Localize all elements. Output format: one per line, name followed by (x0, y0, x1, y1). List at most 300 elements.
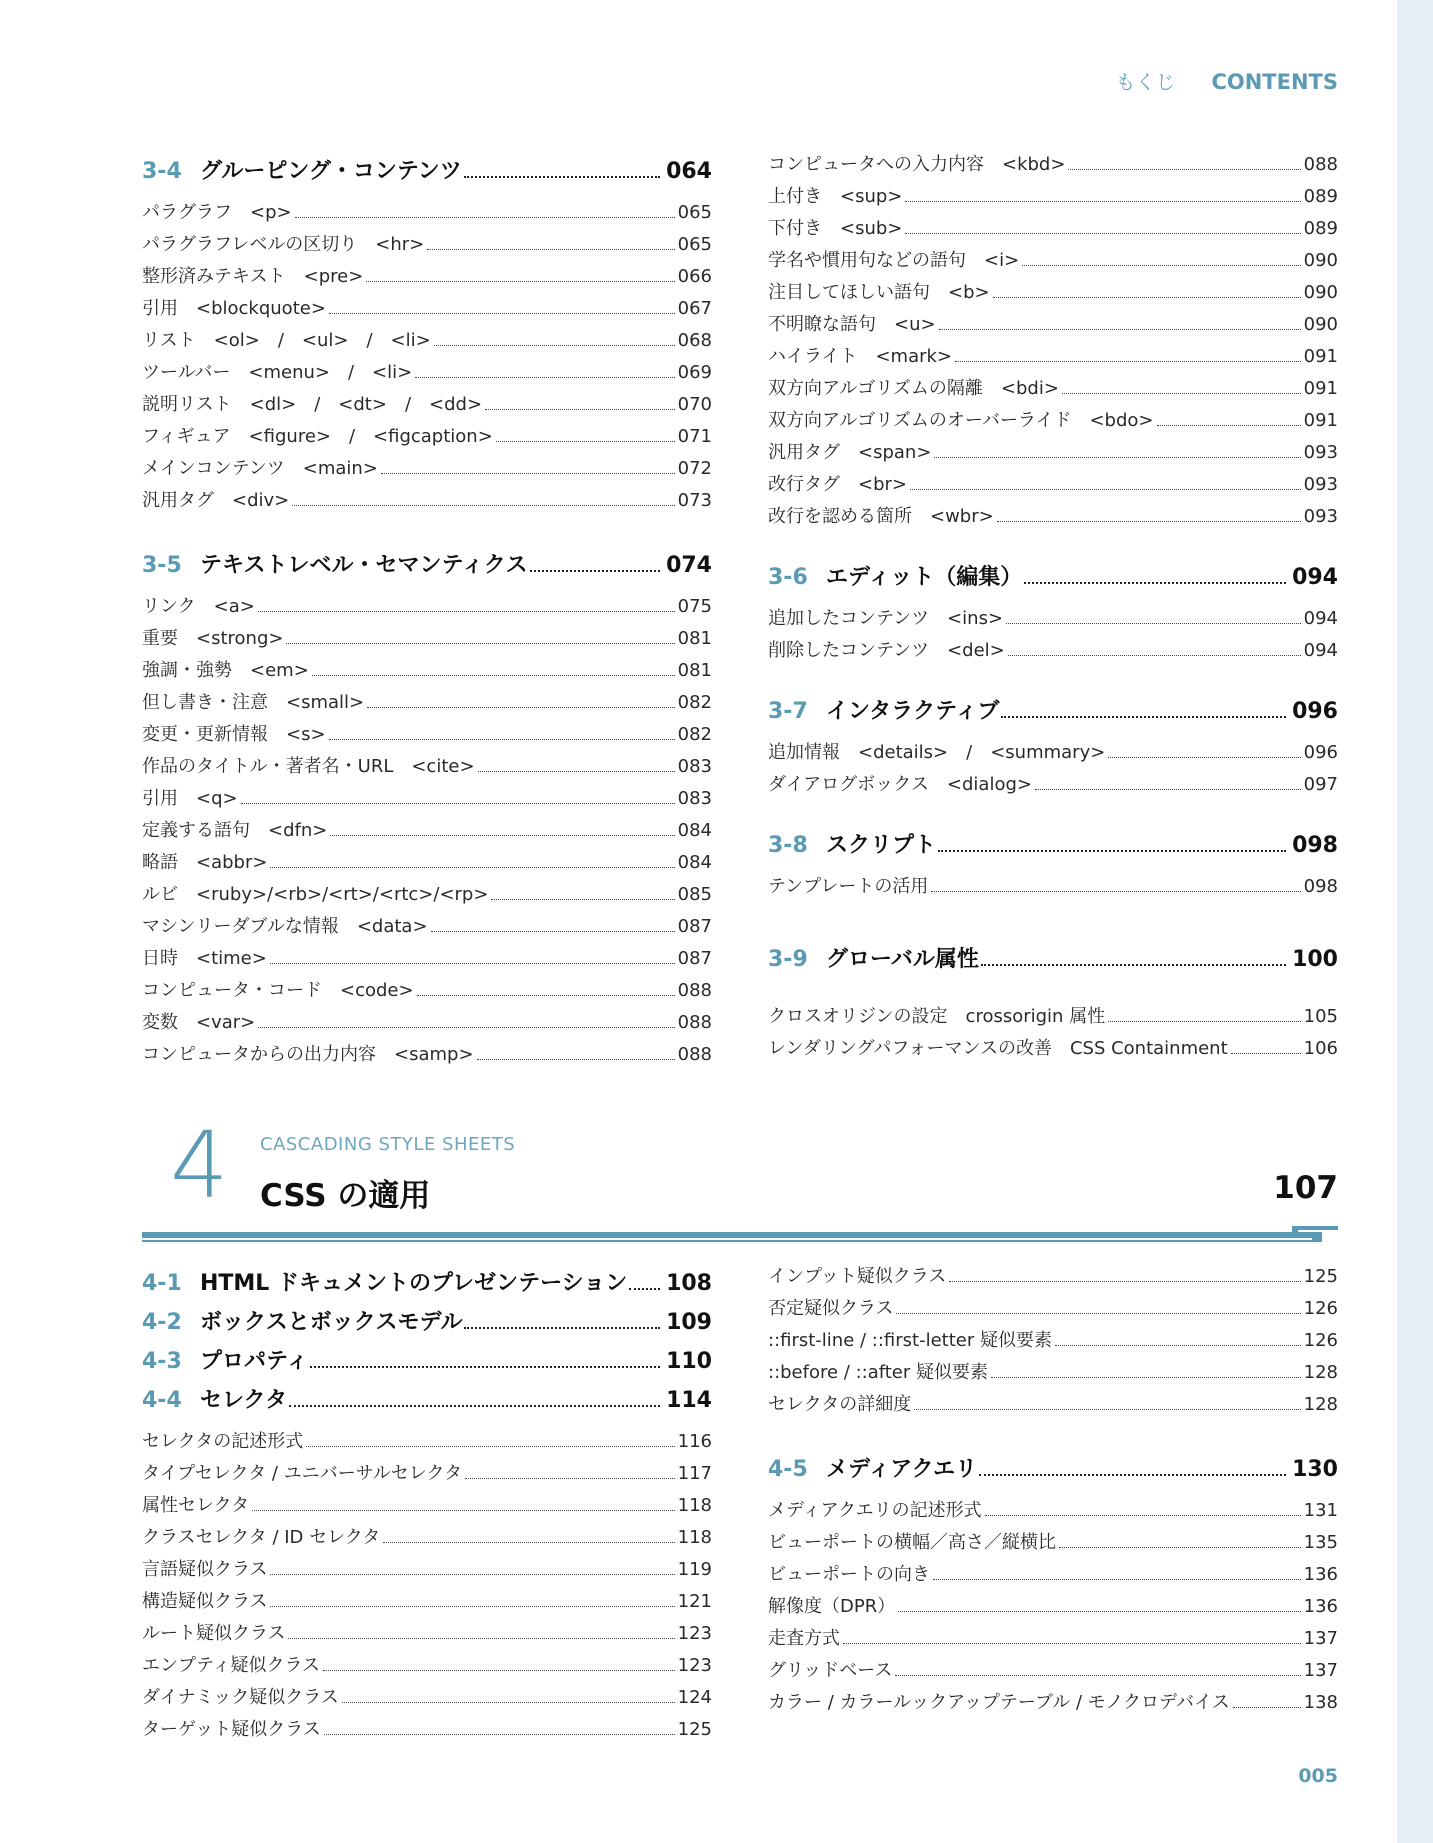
entry-page: 121 (677, 1591, 712, 1612)
entry-page: 084 (677, 820, 712, 841)
dot-leader (1055, 1345, 1301, 1346)
dot-leader (434, 345, 675, 346)
entry-label: ターゲット疑似クラス (142, 1719, 321, 1740)
entry-page: 126 (1303, 1330, 1338, 1351)
section-spacer (142, 518, 712, 548)
entry-page: 125 (677, 1719, 712, 1740)
toc-entry[interactable] (768, 770, 1338, 802)
entry-label: メディアクエリの記述形式 (768, 1500, 982, 1521)
toc-section (142, 1344, 712, 1383)
section-heading[interactable] (768, 694, 1338, 734)
toc-entry[interactable] (768, 1390, 1338, 1422)
dot-leader (478, 771, 675, 772)
dot-leader (324, 1734, 675, 1735)
entry-label: ビューポートの横幅／高さ／縦横比 (768, 1532, 1056, 1553)
entry-label: 但し書き・注意 <small> (142, 692, 365, 713)
section-page: 130 (1292, 1457, 1338, 1482)
entry-page: 089 (1303, 218, 1338, 239)
entry-page: 089 (1303, 186, 1338, 207)
entry-page: 081 (677, 660, 712, 681)
toc-entry[interactable] (768, 438, 1338, 470)
chapter-rule (142, 1226, 1338, 1244)
header-jp: もくじ (1115, 70, 1176, 94)
toc-entry[interactable] (142, 848, 712, 880)
dot-leader (286, 643, 674, 644)
dot-leader (431, 931, 675, 932)
dot-leader (898, 1611, 1300, 1612)
dot-leader (270, 1574, 674, 1575)
dot-leader (530, 570, 660, 572)
section-title: プロパティ (200, 1349, 309, 1374)
section-heading[interactable] (142, 1383, 712, 1423)
toc-entry[interactable] (768, 1592, 1338, 1624)
dot-leader (270, 1606, 674, 1607)
dot-leader (843, 1643, 1301, 1644)
entry-page: 117 (677, 1463, 712, 1484)
dot-leader (288, 1638, 674, 1639)
entry-label: ハイライト <mark> (768, 346, 953, 367)
toc-entry[interactable] (142, 1555, 712, 1587)
dot-leader (485, 409, 675, 410)
toc-entry[interactable] (142, 752, 712, 784)
section-heading[interactable] (142, 1305, 712, 1344)
entry-page: 068 (677, 330, 712, 351)
entry-page: 087 (677, 948, 712, 969)
section-title: ボックスとボックスモデル (200, 1310, 463, 1335)
dot-leader (241, 803, 675, 804)
section-page: 110 (666, 1349, 712, 1374)
toc-entry[interactable] (768, 310, 1338, 342)
dot-leader (1035, 789, 1301, 790)
entry-page: 136 (1303, 1564, 1338, 1585)
dot-leader (329, 313, 675, 314)
toc-entry[interactable] (142, 390, 712, 422)
section-spacer (768, 668, 1338, 694)
toc-entry[interactable] (768, 1560, 1338, 1592)
dot-leader (310, 1366, 660, 1368)
dot-leader (1068, 169, 1300, 170)
entry-page: 124 (677, 1687, 712, 1708)
section-number: 4-4 (142, 1388, 182, 1413)
dot-leader (496, 441, 675, 442)
toc-entry[interactable] (142, 230, 712, 262)
toc-entry[interactable] (768, 406, 1338, 438)
toc-entry[interactable] (768, 1294, 1338, 1326)
entry-label: 双方向アルゴリズムのオーバーライド <bdo> (768, 410, 1154, 431)
entry-page: 093 (1303, 506, 1338, 527)
dot-leader (979, 1474, 1286, 1476)
toc-entry[interactable] (768, 214, 1338, 246)
entry-page: 072 (677, 458, 712, 479)
toc-entry[interactable] (768, 150, 1338, 182)
entry-page: 137 (1303, 1660, 1338, 1681)
entry-label: テンプレートの活用 (768, 876, 929, 897)
dot-leader (258, 611, 675, 612)
dot-leader (991, 1377, 1301, 1378)
entry-page: 137 (1303, 1628, 1338, 1649)
dot-leader (464, 1327, 660, 1329)
entry-page: 093 (1303, 474, 1338, 495)
dot-leader (306, 1446, 674, 1447)
toc-entry[interactable] (768, 1358, 1338, 1390)
entry-label: セレクタの詳細度 (768, 1394, 912, 1415)
entry-page: 097 (1303, 774, 1338, 795)
dot-leader (252, 1510, 674, 1511)
toc-entry[interactable] (142, 1523, 712, 1555)
entry-page: 094 (1303, 640, 1338, 661)
dot-leader (477, 1059, 675, 1060)
section-heading[interactable] (768, 942, 1338, 982)
toc-entry[interactable] (142, 1491, 712, 1523)
toc-column-right-bottom (768, 1266, 1338, 1720)
toc-entry[interactable] (142, 326, 712, 358)
entry-label: フィギュア <figure> / <figcaption> (142, 426, 493, 447)
entry-page: 088 (677, 1044, 712, 1065)
section-heading[interactable] (142, 1266, 712, 1305)
entry-label: インプット疑似クラス (768, 1266, 947, 1287)
dot-leader (905, 233, 1300, 234)
toc-entry[interactable] (142, 422, 712, 454)
toc-entry[interactable] (142, 624, 712, 656)
toc-section (142, 1266, 712, 1305)
entry-label: コンピュータへの入力内容 <kbd> (768, 154, 1066, 175)
entry-page: 087 (677, 916, 712, 937)
entry-label: 略語 <abbr> (142, 852, 268, 873)
entry-label: 改行を認める箇所 <wbr> (768, 506, 994, 527)
section-heading[interactable] (768, 560, 1338, 600)
entry-page: 093 (1303, 442, 1338, 463)
dot-leader (295, 217, 675, 218)
entry-page: 088 (677, 1012, 712, 1033)
entry-label: 日時 <time> (142, 948, 267, 969)
entry-label: パラグラフ <p> (142, 202, 292, 223)
toc-entry[interactable] (142, 1040, 712, 1072)
dot-leader (1233, 1707, 1301, 1708)
dot-leader (464, 176, 660, 178)
dot-leader (939, 329, 1301, 330)
dot-leader (292, 505, 674, 506)
entry-label: ::first-line / ::first-letter 疑似要素 (768, 1330, 1052, 1351)
section-title: インタラクティブ (826, 699, 1000, 724)
entry-label: 上付き <sup> (768, 186, 903, 207)
entry-label: 変更・更新情報 <s> (142, 724, 326, 745)
section-page: 108 (666, 1271, 712, 1296)
entry-label: 否定疑似クラス (768, 1298, 894, 1319)
toc-list (768, 604, 1338, 668)
toc-entry[interactable] (768, 1688, 1338, 1720)
dot-leader (329, 739, 675, 740)
section-heading[interactable] (142, 1344, 712, 1383)
entry-page: 128 (1303, 1362, 1338, 1383)
dot-leader (465, 1478, 675, 1479)
toc-entry[interactable] (142, 486, 712, 518)
entry-label: コンピュータからの出力内容 <samp> (142, 1044, 474, 1065)
entry-page: 091 (1303, 378, 1338, 399)
toc-entry[interactable] (768, 470, 1338, 502)
toc-entry[interactable] (142, 454, 712, 486)
toc-entry[interactable] (142, 1683, 712, 1715)
entry-label: 重要 <strong> (142, 628, 284, 649)
section-number: 3-6 (768, 565, 808, 590)
section-heading[interactable] (142, 548, 712, 588)
toc-entry[interactable] (768, 1034, 1338, 1066)
entry-page: 090 (1303, 250, 1338, 271)
entry-label: 注目してほしい語句 <b> (768, 282, 990, 303)
entry-page: 091 (1303, 346, 1338, 367)
dot-leader (1062, 393, 1301, 394)
section-number: 3-7 (768, 699, 808, 724)
entry-label: ルビ <ruby>/<rb>/<rt>/<rtc>/<rp> (142, 884, 489, 905)
toc-entry[interactable] (768, 636, 1338, 668)
toc-entry[interactable] (768, 1262, 1338, 1294)
entry-label: 追加したコンテンツ <ins> (768, 608, 1004, 629)
dot-leader (415, 377, 674, 378)
entry-label: カラー / カラールックアップテーブル / モノクロデバイス (768, 1692, 1230, 1713)
entry-page: 125 (1303, 1266, 1338, 1287)
entry-label: 変数 <var> (142, 1012, 256, 1033)
toc-entry[interactable] (142, 656, 712, 688)
toc-entry[interactable] (142, 720, 712, 752)
entry-page: 082 (677, 724, 712, 745)
section-page: 094 (1292, 565, 1338, 590)
dot-leader (910, 489, 1301, 490)
entry-page: 118 (677, 1527, 712, 1548)
chapter-en-title: CASCADING STYLE SHEETS (260, 1134, 516, 1155)
toc-entry[interactable] (768, 1528, 1338, 1560)
entry-page: 090 (1303, 314, 1338, 335)
entry-label: ルート疑似クラス (142, 1623, 286, 1644)
entry-label: 属性セレクタ (142, 1495, 250, 1516)
toc-section (768, 904, 1338, 1066)
entry-label: 双方向アルゴリズムの隔離 <bdi> (768, 378, 1059, 399)
header-en: CONTENTS (1211, 70, 1338, 94)
toc-entry[interactable] (142, 1715, 712, 1747)
entry-label: リンク <a> (142, 596, 255, 617)
dot-leader (933, 1579, 1301, 1580)
entry-label: 走査方式 (768, 1628, 840, 1649)
toc-list (768, 150, 1338, 534)
dot-leader (342, 1702, 675, 1703)
toc-list (768, 1496, 1338, 1720)
section-number: 3-9 (768, 947, 808, 972)
toc-entry[interactable] (142, 262, 712, 294)
entry-page: 083 (677, 788, 712, 809)
entry-page: 118 (677, 1495, 712, 1516)
toc-section (768, 1422, 1338, 1720)
section-number: 3-5 (142, 553, 182, 578)
toc-entry[interactable] (768, 1624, 1338, 1656)
entry-label: マシンリーダブルな情報 <data> (142, 916, 428, 937)
section-title: メディアクエリ (826, 1457, 978, 1482)
entry-page: 065 (677, 202, 712, 223)
toc-entry[interactable] (768, 1326, 1338, 1358)
entry-label: 強調・強勢 <em> (142, 660, 309, 681)
toc-entry[interactable] (768, 604, 1338, 636)
entry-label: 定義する語句 <dfn> (142, 820, 328, 841)
page-number: 005 (1298, 1765, 1338, 1787)
dot-leader (312, 675, 675, 676)
entry-page: 088 (1303, 154, 1338, 175)
toc-entry[interactable] (768, 738, 1338, 770)
section-number: 4-5 (768, 1457, 808, 1482)
section-page: 074 (666, 553, 712, 578)
toc-entry[interactable] (142, 816, 712, 848)
toc-entry[interactable] (142, 592, 712, 624)
dot-leader (931, 891, 1300, 892)
section-title: グローバル属性 (826, 947, 979, 972)
entry-label: タイプセレクタ / ユニバーサルセレクタ (142, 1463, 463, 1484)
dot-leader (629, 1288, 660, 1290)
entry-page: 105 (1303, 1006, 1338, 1027)
entry-label: リスト <ol> / <ul> / <li> (142, 330, 431, 351)
chapter-heading (142, 1112, 1338, 1240)
toc-section (768, 1262, 1338, 1422)
entry-label: 作品のタイトル・著者名・URL <cite> (142, 756, 475, 777)
toc-section (142, 1383, 712, 1747)
entry-page: 131 (1303, 1500, 1338, 1521)
toc-entry[interactable] (768, 182, 1338, 214)
entry-label: 追加情報 <details> / <summary> (768, 742, 1106, 763)
toc-entry[interactable] (768, 1002, 1338, 1034)
dot-leader (258, 1027, 674, 1028)
toc-column-left-top (142, 154, 712, 1072)
section-title: グルーピング・コンテンツ (200, 159, 462, 184)
entry-page: 085 (677, 884, 712, 905)
toc-entry[interactable] (768, 374, 1338, 406)
entry-page: 136 (1303, 1596, 1338, 1617)
page-edge-strip (1397, 0, 1433, 1843)
toc-entry[interactable] (768, 1496, 1338, 1528)
toc-entry[interactable] (142, 1587, 712, 1619)
entry-page: 075 (677, 596, 712, 617)
entry-label: ::before / ::after 疑似要素 (768, 1362, 988, 1383)
toc-entry[interactable] (142, 880, 712, 912)
dot-leader (949, 1281, 1300, 1282)
entry-label: 汎用タグ <span> (768, 442, 932, 463)
dot-leader (323, 1670, 675, 1671)
entry-label: 説明リスト <dl> / <dt> / <dd> (142, 394, 483, 415)
section-page: 114 (666, 1388, 712, 1413)
entry-page: 091 (1303, 410, 1338, 431)
toc-entry[interactable] (142, 944, 712, 976)
chapter-title[interactable]: CSS の適用 (260, 1178, 431, 1214)
toc-entry[interactable] (768, 278, 1338, 310)
section-title: スクリプト (826, 833, 937, 858)
toc-entry[interactable] (142, 1427, 712, 1459)
dot-leader (895, 1675, 1300, 1676)
entry-label: クラスセレクタ / ID セレクタ (142, 1527, 381, 1548)
toc-entry[interactable] (142, 1008, 712, 1040)
dot-leader (270, 963, 675, 964)
dot-leader (366, 281, 674, 282)
entry-page: 123 (677, 1623, 712, 1644)
section-spacer (768, 904, 1338, 942)
toc-entry[interactable] (768, 342, 1338, 374)
toc-list (142, 1427, 712, 1747)
entry-label: 整形済みテキスト <pre> (142, 266, 364, 287)
toc-list (142, 592, 712, 1072)
toc-entry[interactable] (142, 784, 712, 816)
toc-entry[interactable] (142, 976, 712, 1008)
toc-entry[interactable] (142, 688, 712, 720)
section-page: 098 (1292, 833, 1338, 858)
entry-label: ダイアログボックス <dialog> (768, 774, 1032, 795)
dot-leader (905, 201, 1300, 202)
section-page: 096 (1292, 699, 1338, 724)
toc-entry[interactable] (768, 502, 1338, 534)
entry-label: パラグラフレベルの区切り <hr> (142, 234, 425, 255)
entry-label: 削除したコンテンツ <del> (768, 640, 1005, 661)
dot-leader (417, 995, 675, 996)
toc-entry[interactable] (142, 294, 712, 326)
toc-column-right-top (768, 154, 1338, 1066)
toc-entry[interactable] (142, 912, 712, 944)
entry-page: 082 (677, 692, 712, 713)
toc-entry[interactable] (142, 358, 712, 390)
entry-page: 088 (677, 980, 712, 1001)
entry-page: 098 (1303, 876, 1338, 897)
toc-list (768, 738, 1338, 802)
dot-leader (289, 1405, 660, 1407)
section-spacer (768, 534, 1338, 560)
running-header (1115, 66, 1338, 95)
toc-entry[interactable] (142, 198, 712, 230)
dot-leader (1231, 1053, 1301, 1054)
toc-section (768, 150, 1338, 534)
dot-leader (270, 867, 674, 868)
dot-leader (491, 899, 674, 900)
toc-entry[interactable] (142, 1651, 712, 1683)
section-number: 3-8 (768, 833, 808, 858)
section-number: 3-4 (142, 159, 182, 184)
toc-entry[interactable] (142, 1459, 712, 1491)
section-heading[interactable] (142, 154, 712, 194)
toc-entry[interactable] (768, 246, 1338, 278)
entry-page: 069 (677, 362, 712, 383)
entry-label: 引用 <q> (142, 788, 238, 809)
toc-entry[interactable] (768, 872, 1338, 904)
section-title: テキストレベル・セマンティクス (200, 553, 528, 578)
dot-leader (1001, 716, 1286, 718)
section-heading[interactable] (768, 1452, 1338, 1492)
toc-list (768, 1262, 1338, 1422)
entry-page: 128 (1303, 1394, 1338, 1415)
dot-leader (934, 457, 1300, 458)
section-spacer (768, 1422, 1338, 1452)
entry-label: エンプティ疑似クラス (142, 1655, 321, 1676)
entry-label: 構造疑似クラス (142, 1591, 268, 1612)
section-title: エディット（編集） (826, 565, 1023, 590)
dot-leader (993, 297, 1301, 298)
toc-entry[interactable] (142, 1619, 712, 1651)
toc-section (142, 1305, 712, 1344)
toc-section (768, 534, 1338, 668)
toc-section (142, 154, 712, 518)
section-page: 064 (666, 159, 712, 184)
entry-label: クロスオリジンの設定 crossorigin 属性 (768, 1006, 1106, 1027)
dot-leader (427, 249, 674, 250)
entry-label: レンダリングパフォーマンスの改善 CSS Containment (768, 1038, 1228, 1059)
entry-label: ダイナミック疑似クラス (142, 1687, 339, 1708)
entry-label: 汎用タグ <div> (142, 490, 290, 511)
section-heading[interactable] (768, 828, 1338, 868)
entry-label: 言語疑似クラス (142, 1559, 268, 1580)
toc-entry[interactable] (768, 1656, 1338, 1688)
entry-page: 119 (677, 1559, 712, 1580)
dot-leader (1059, 1547, 1301, 1548)
dot-leader (981, 964, 1286, 966)
entry-label: グリッドベース (768, 1660, 893, 1681)
